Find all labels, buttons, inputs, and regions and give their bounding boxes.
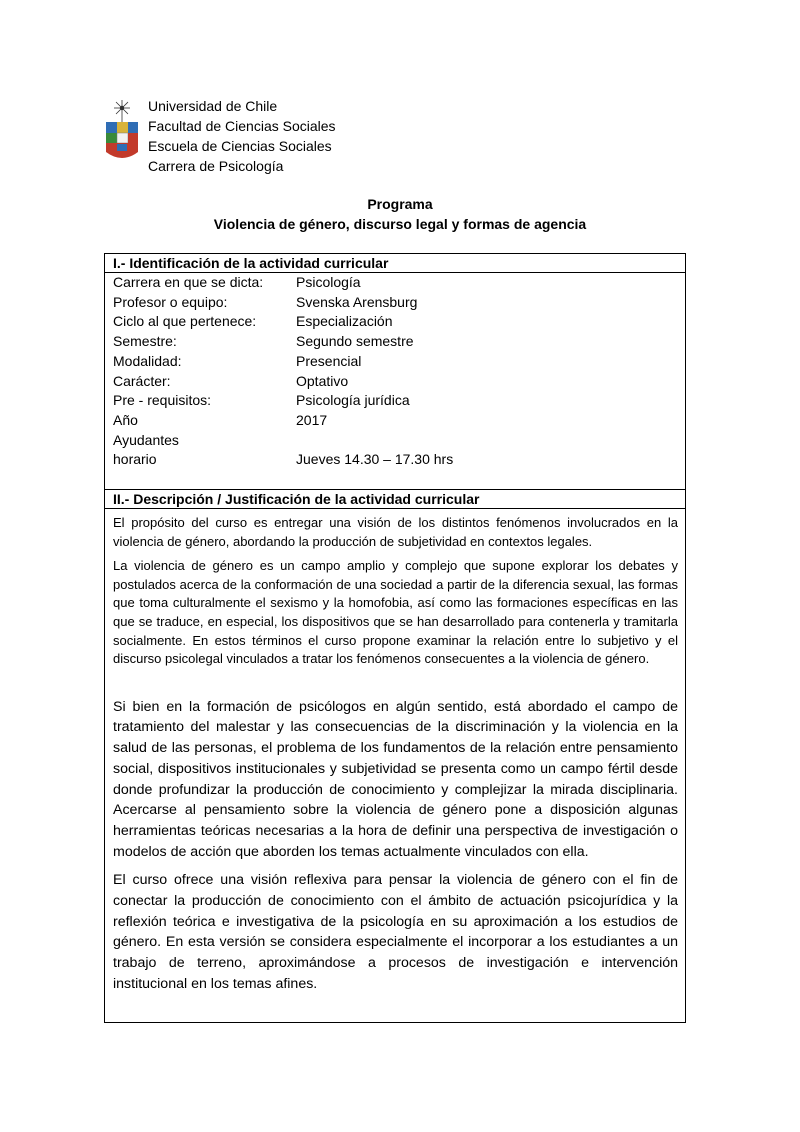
identification-label: Semestre:	[113, 333, 177, 350]
identification-section	[104, 253, 686, 490]
description-paragraph: Si bien en la formación de psicólogos en algún sentido, está abordado el campo de tratamiento del malestar y las consecuencias de la discriminación y la violencia en la salud de las personas, el problema de los fundamentos de la relación entre pensamiento social, dispositivos institucionales y subjetividad se presenta como un campo fértil desde donde profundizar la producción de conocimiento y complejizar la mirada disciplinaria. Acercarse al pensamiento sobre la violencia de género pone a disposición algunas herramientas teóricas necesarias a la hora de definir una perspectiva de investigación o modelos de acción que aborden los temas actualmente vinculados con ella.	[113, 698, 678, 860]
identification-value: Svenska Arensburg	[296, 293, 418, 310]
description-section-title: II.- Descripción / Justificación de la actividad curricular	[105, 490, 685, 509]
institution-header	[104, 96, 336, 176]
identification-row	[113, 273, 679, 293]
identification-value: Psicología jurídica	[296, 392, 410, 409]
institution-line: Universidad de Chile	[148, 98, 278, 114]
program-title-block	[0, 194, 800, 234]
identification-value: Optativo	[296, 372, 349, 389]
identification-row	[113, 332, 679, 352]
identification-label: Año	[113, 411, 138, 428]
identification-row	[113, 411, 679, 431]
identification-row	[113, 450, 679, 470]
identification-row	[113, 312, 679, 332]
identification-value: Jueves 14.30 – 17.30 hrs	[296, 451, 454, 468]
identification-label: Modalidad:	[113, 352, 182, 369]
institution-line: Carrera de Psicología	[148, 158, 284, 174]
course-title: Violencia de género, discurso legal y formas de agencia	[213, 216, 587, 232]
university-crest-icon	[104, 96, 140, 166]
identification-row	[113, 372, 679, 392]
identification-label: Ayudantes	[113, 431, 179, 448]
identification-value: Segundo semestre	[296, 333, 414, 350]
description-paragraph: La violencia de género es un campo amplio y complejo que supone explorar los debates y postulados acerca de la conformación de una sociedad a partir de la diferencia sexual, las formas que toma culturalmente el sexismo y la homofobia, así como las formaciones específicas en las que se traduce, en especial, los dispositivos que se han desarrollado para contenerla y tramitarla socialmente. En estos términos el curso propone examinar la relación entre lo subjetivo y el discurso psicolegal vinculados a tratar los fenómenos consecuentes a la violencia de género.	[113, 558, 678, 667]
identification-row	[113, 352, 679, 372]
identification-row	[113, 431, 679, 451]
identification-label: Carrera en que se dicta:	[113, 274, 264, 290]
identification-label: Profesor o equipo:	[113, 293, 228, 310]
identification-value: Presencial	[296, 352, 362, 369]
description-section	[104, 489, 686, 1023]
description-paragraph: El curso ofrece una visión reflexiva para pensar la violencia de género con el fin de conectar la producción de conocimiento con el ámbito de actuación psicojurídica y la reflexión teórica e investigativa de la psicología en su aproximación a los estudios de género. En esta versión se considera especialmente el incorporar a los estudiantes a un trabajo de terreno, aproximándose a procesos de investigación e intervención institucional en los temas afines.	[113, 872, 678, 992]
identification-value: Psicología	[296, 274, 361, 290]
program-heading: Programa	[367, 196, 433, 212]
identification-value: 2017	[296, 411, 328, 428]
description-body	[105, 509, 685, 995]
identification-label: Pre - requisitos:	[113, 392, 212, 409]
identification-value: Especialización	[296, 313, 393, 330]
identification-label: Carácter:	[113, 372, 171, 389]
institution-line: Facultad de Ciencias Sociales	[148, 118, 336, 134]
identification-label: Ciclo al que pertenece:	[113, 313, 257, 330]
institution-line: Escuela de Ciencias Sociales	[148, 138, 332, 154]
identification-row	[113, 293, 679, 313]
description-paragraph: El propósito del curso es entregar una visión de los distintos fenómenos involucrados en la violencia de género, abordando la producción de subjetividad en contextos legales.	[113, 515, 678, 549]
identification-section-title: I.- Identificación de la actividad curricular	[105, 254, 685, 273]
identification-label: horario	[113, 451, 157, 468]
identification-row	[113, 391, 679, 411]
identification-rows	[105, 273, 685, 470]
